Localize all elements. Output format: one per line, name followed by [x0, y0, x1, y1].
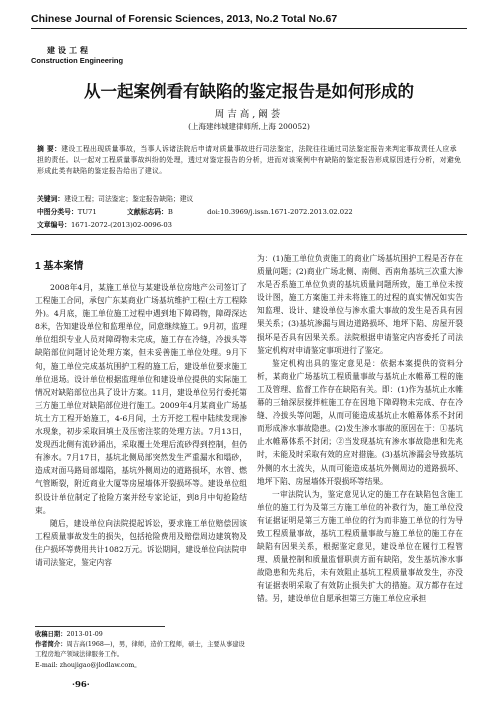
page-number: ·96·: [72, 680, 90, 690]
received-value: 2013-01-09: [66, 631, 103, 638]
article-no-label: 文章编号：: [37, 221, 71, 229]
section-heading: 1 基本案情: [35, 261, 84, 272]
article-title: 从一起案例看有缺陷的鉴定报告是如何形成的: [84, 82, 414, 101]
received-label: 收稿日期：: [35, 631, 67, 638]
article-affiliation: (上海建纬城建律师所,上海 200052): [188, 122, 310, 131]
doi-value: 10.3969/j.issn.1671-2072.2013.02.022: [220, 208, 353, 216]
body-column-left: [35, 281, 247, 569]
abstract-rule: [31, 234, 467, 235]
article-authors: 周吉高,阚荟: [214, 109, 284, 120]
paragraph: 随后，建设单位向法院提起诉讼，要求施工单位赔偿因该工程质量事故发生的损失，包括抢险费用及赔偿周边建筑物及住户损坏等费用共计1082万元。诉讼期间，建设单位向法院申请司法鉴定，鉴定内容: [35, 518, 247, 567]
paragraph: 2008年4月，某施工单位与某建设单位房地产公司签订了工程施工合同，承包广东某商业广场基坑维护工程(土方工程除外)。4月底，施工单位施工过程中遇到地下障碍物，障碍深达8米，告知建设单位和监理单位，同意继续施工。9月初，监理单位组织专业人员对障碍物未完成，施工存在冷缝，冷拔头等缺陷部位问题讨论处理方案，但未妥善施工单位处理。9月下旬，施工单位完成基坑围护工程的施工后，建设单位要求施工单位退场。设计单位根据监理单位和建设单位提供的实际施工情况对缺陷部位出具了设计方案。11月，建设单位另行委托第三方施工单位对缺陷部位进行施工。2009年4月某商业广场基坑土方工程开始施工，4-6月间，土方开挖工程中陆续发现渗水现象，初步采取回填土及压密注浆的处理方法。7月13日，发现西北侧有流砂涌出，采取覆土处理后流砂得到控制，但仍有渗水。7月17日，基坑北侧局部突然发生严重漏水和塌砂，造成对面马路局部塌陷，基坑外侧周边的道路损坏，水管、燃气管断裂，附近商业大厦等房屋墙体开裂损坏等。建设单位组织设计单位制定了抢险方案并经专家论证，到8月中旬抢险结束。: [35, 283, 247, 515]
section-label-cn: 建设工程: [47, 45, 91, 55]
author-bio: [35, 640, 247, 660]
author-email: E-mail: zhoujigao@jlodlaw.com。: [35, 661, 141, 669]
article-no-value: 1671-2072-(2013)02-0096-03: [70, 221, 172, 229]
abstract-label: 摘 要：: [37, 145, 62, 153]
keywords: 建设工程；司法鉴定；鉴定报告缺陷；建议: [64, 195, 194, 203]
doc-code-label: 文献标志码：: [127, 208, 168, 216]
section-label-en: Construction Engineering: [31, 56, 124, 65]
header-rule: [31, 28, 467, 29]
author-bio-text: 周吉高(1968—)，男，律师，造价工程师，硕士，主要从事建设工程房地产领域法律服务工作。: [35, 641, 245, 659]
running-head: Chinese Journal of Forensic Sciences, 2013, No.2 Total No.67: [31, 13, 338, 25]
author-bio-label: 作者简介：: [35, 641, 67, 649]
doc-code-value: B: [167, 208, 173, 216]
clc-value: TU71: [77, 208, 97, 216]
doi-label: doi:: [207, 208, 221, 216]
clc-label: 中图分类号：: [37, 208, 78, 216]
footnote-rule: [35, 626, 165, 627]
abstract: [37, 144, 463, 178]
paragraph: 为：(1)施工单位负责施工的商业广场基坑围护工程是否存在质量问题；(2)商业广场北侧、南侧、西南角基坑三次重大渗水是否系施工单位负责的基坑质量问题所致，施工单位未按设计图，施工方案施工并未将施工的过程的真实情况如实告知监理、设计、建设单位与渗水重大事故的发生是否具有因果关系；(3)基坑渗漏与周边道路损坏、地坪下陷、房屋开裂损坏是否具有因果关系。法院根据申请鉴定内容委托了司法鉴定机构对申请鉴定事项进行了鉴定。: [257, 254, 463, 355]
body-column-right: [257, 252, 463, 606]
classification-line: [37, 206, 463, 216]
keywords-label: 关键词：: [37, 195, 65, 203]
paragraph: 一审法院认为，鉴定意见认定的施工存在缺陷包含施工单位的施工行为及第三方施工单位的补救行为，施工单位没有证据证明是第三方施工单位的行为而非施工单位的行为导致工程质量事故，基坑工程质量事故与施工单位的施工存在缺陷有因果关系，根据鉴定意见，建设单位在履行工程管理、质量控制和质量监督职责方面有缺陷，发生基坑渗水事故隐患和先兆后，未有效阻止基坑工程质量事故发生，亦没有证据表明采取了有效防止损失扩大的措施。双方都存在过错。另，建设单位自愿承担第三方施工单位应承担: [257, 489, 463, 604]
paragraph: 鉴定机构出具的鉴定意见是：依据本案提供的资料分析，某商业广场基坑工程质量事故与基坑止水帷幕工程的施工及管理、监督工作存在缺陷有关。即：(1)作为基坑止水帷幕的三轴深层搅拌桩施工存在因地下障碍物未完成、存在冷缝、冷拔头等问题，从而可能造成基坑止水帷幕体系不封闭而形成渗水事故隐患。(2)发生渗水事故的原因在于：①基坑止水帷幕体系不封闭；②当发现基坑有渗水事故隐患和先兆时，未能及时采取有效的应对措施。(3)基坑渗漏会导致基坑外侧的水土流失，从而可能造成基坑外侧周边的道路损坏、地坪下陷、房屋墙体开裂损坏等结果。: [257, 358, 463, 486]
footnote: [35, 630, 247, 671]
keywords-line: [37, 193, 463, 203]
abstract-text: 建设工程出现质量事故，当事人诉诸法院后申请对质量事故进行司法鉴定，法院往往通过司法鉴定报告来判定事故责任人应承担的责任。以一起对工程质量事故纠纷的处理，透过对鉴定报告的分析，进而对该案例中有缺陷的鉴定报告形成原因进行分析，对避免形成此类有缺陷的鉴定报告给出了建议。: [37, 145, 462, 176]
received-date: [35, 630, 247, 640]
article-number-line: [37, 219, 463, 229]
